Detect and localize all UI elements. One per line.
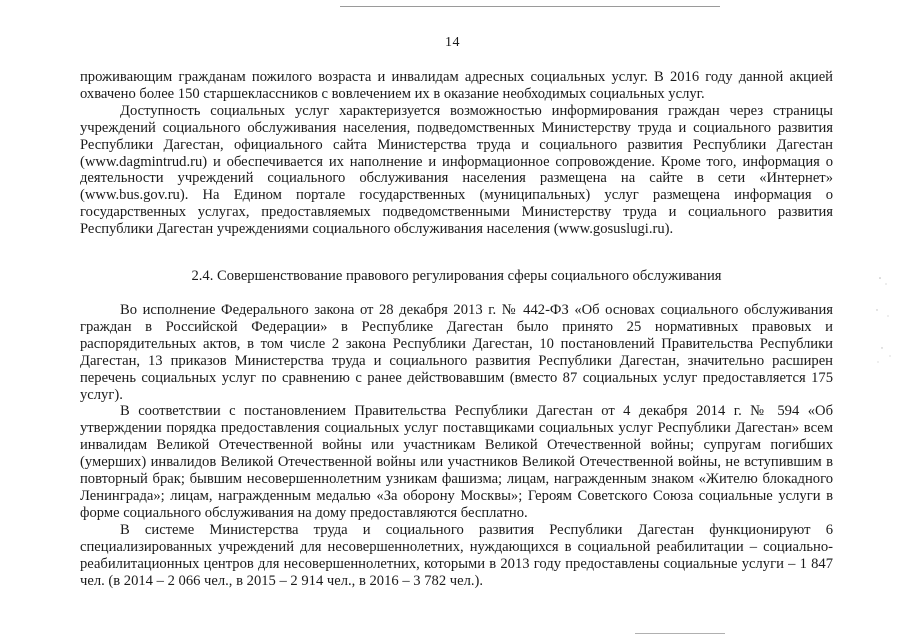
scan-artifact-margin-specks [868, 270, 898, 390]
paragraph-rehabilitation-centers: В системе Министерства труда и социального развития Республики Дагестан функционируют 6 специализированных учреждений для несовершеннолетних, нуждающихся в социальной реабилитации – социально-реабилитационных центров для несовершеннолетних, которыми в 2013 году предоставлены социальные услуги – 1 847 чел. (в 2014 – 2 066 чел., в 2015 – 2 914 чел., в 2016 – 3 782 чел.). [80, 521, 833, 589]
paragraph-service-accessibility: Доступность социальных услуг характеризуется возможностью информирования граждан через страницы учреждений социального обслуживания населения, подведомственных Министерству труда и социального развития Республики Дагестан, официального сайта Министерства труда и социального развития Республики Дагестан (www.dagmintrud.ru) и обеспечивается их наполнение и информационное сопровождение. Кроме того, информация о деятельности учреждений социального обслуживания населения размещена на сайте в сети «Интернет» (www.bus.gov.ru). На Едином портале государственных (муниципальных) услуг размещена информация о государственных услугах, предоставляемых подведомственными Министерству труда и социального развития Республики Дагестан учреждениями социального обслуживания населения (www.gosuslugi.ru). [80, 102, 833, 238]
section-heading: 2.4. Совершенствование правового регулирования сферы социального обслуживания [191, 268, 722, 284]
paragraph-federal-law: Во исполнение Федерального закона от 28 декабря 2013 г. № 442-ФЗ «Об основах социального обслуживания граждан в Российской Федерации» в Республике Дагестан было принято 25 нормативных правовых и распорядительных актов, в том числе 2 закона Республики Дагестан, 10 постановлений Правительства Республики Дагестан, 13 приказов Министерства труда и социального развития Республики Дагестан, значительно расширен перечень социальных услуг по сравнению с ранее действовавшим (вместо 87 социальных услуг предоставляется 175 услуг). [80, 302, 833, 403]
scan-artifact-bottom-line [635, 633, 725, 634]
paragraph-government-decree: В соответствии с постановлением Правительства Республики Дагестан от 4 декабря 2014 г. № 594 «Об утверждении порядка предоставления социальных услуг поставщиками социальных услуг Республики Дагестан» всем инвалидам Великой Отечественной войны или участникам Великой Отечественной войны; супругам погибших (умерших) инвалидов Великой Отечественной войны или участников Великой Отечественной войны, не вступившим в повторный брак; бывшим несовершеннолетним узникам фашизма; лицам, награжденным знаком «Жителю блокадного Ленинграда»; лицам, награжденным медалью «За оборону Москвы»; Героям Советского Союза социальные услуги в форме социального обслуживания на дому предоставляются бесплатно. [80, 403, 833, 521]
scan-artifact-top-line [340, 6, 720, 7]
section-text-block [80, 302, 833, 589]
intro-text-block [80, 69, 833, 238]
paragraph-continuation: проживающим гражданам пожилого возраста и инвалидам адресных социальных услуг. В 2016 году данной акцией охвачено более 150 старшеклассников с вовлечением их в оказание необходимых социальных услуг. [80, 69, 833, 102]
page-number: 14 [445, 35, 460, 50]
